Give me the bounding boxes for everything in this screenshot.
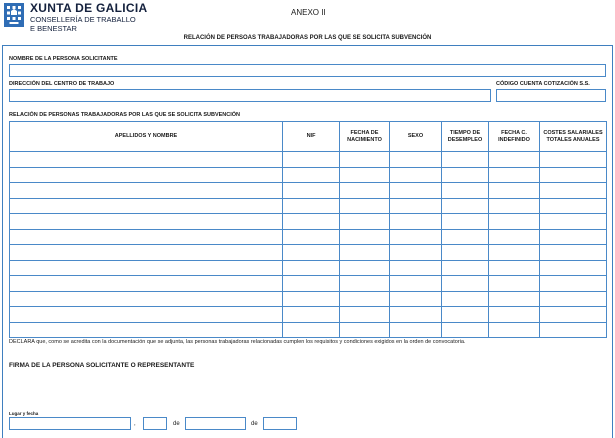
cell-contract-date[interactable]: [489, 291, 540, 307]
cell-name[interactable]: [10, 152, 283, 168]
table-row: [10, 167, 607, 183]
cell-contract-date[interactable]: [489, 322, 540, 338]
workplace-address-field[interactable]: [9, 89, 491, 102]
day-field[interactable]: [143, 417, 167, 430]
cell-salary-costs[interactable]: [540, 214, 607, 230]
cell-salary-costs[interactable]: [540, 291, 607, 307]
cell-contract-date[interactable]: [489, 152, 540, 168]
table-row: [10, 322, 607, 338]
cell-sex[interactable]: [390, 214, 442, 230]
annex-label: ANEXO II: [291, 8, 326, 17]
signature-label: FIRMA DE LA PERSONA SOLICITANTE O REPRESENTANTE: [9, 362, 195, 369]
cell-nif[interactable]: [283, 276, 340, 292]
xunta-shield-icon: [3, 2, 25, 28]
table-row: [10, 307, 607, 323]
table-row: [10, 291, 607, 307]
place-field[interactable]: [9, 417, 131, 430]
cell-contract-date[interactable]: [489, 167, 540, 183]
cell-name[interactable]: [10, 307, 283, 323]
cell-contract-date[interactable]: [489, 276, 540, 292]
cell-unemployment-time[interactable]: [442, 291, 489, 307]
cell-birth-date[interactable]: [340, 229, 390, 245]
cell-name[interactable]: [10, 167, 283, 183]
workers-table: [9, 121, 607, 338]
cell-unemployment-time[interactable]: [442, 183, 489, 199]
table-row: [10, 198, 607, 214]
cell-contract-date[interactable]: [489, 214, 540, 230]
table-row: [10, 183, 607, 199]
org-department: [30, 15, 136, 33]
de-separator-2: de: [251, 421, 258, 427]
table-row: [10, 152, 607, 168]
table-row: [10, 214, 607, 230]
dept-line-2: E BENESTAR: [30, 24, 77, 33]
cell-birth-date[interactable]: [340, 167, 390, 183]
cell-sex[interactable]: [390, 167, 442, 183]
column-header-name: APELLIDOS Y NOMBRE: [10, 122, 283, 152]
cell-salary-costs[interactable]: [540, 229, 607, 245]
applicant-name-field[interactable]: [9, 64, 606, 77]
table-body: [10, 152, 607, 338]
cell-salary-costs[interactable]: [540, 245, 607, 261]
cell-nif[interactable]: [283, 214, 340, 230]
cell-birth-date[interactable]: [340, 291, 390, 307]
cell-salary-costs[interactable]: [540, 307, 607, 323]
cell-birth-date[interactable]: [340, 214, 390, 230]
cell-sex[interactable]: [390, 260, 442, 276]
document-title: RELACIÓN DE PERSOAS TRABAJADORAS POR LAS QUE SE SOLICITA SUBVENCIÓN: [183, 35, 432, 41]
cell-salary-costs[interactable]: [540, 322, 607, 338]
cell-unemployment-time[interactable]: [442, 245, 489, 261]
table-row: [10, 276, 607, 292]
cell-unemployment-time[interactable]: [442, 260, 489, 276]
cell-birth-date[interactable]: [340, 276, 390, 292]
cell-unemployment-time[interactable]: [442, 322, 489, 338]
cell-nif[interactable]: [283, 229, 340, 245]
cell-contract-date[interactable]: [489, 245, 540, 261]
year-field[interactable]: [263, 417, 297, 430]
column-header-contract-date: FECHA C. INDEFINIDO: [489, 122, 540, 152]
cell-sex[interactable]: [390, 183, 442, 199]
cell-nif[interactable]: [283, 183, 340, 199]
cell-contract-date[interactable]: [489, 183, 540, 199]
cell-salary-costs[interactable]: [540, 183, 607, 199]
column-header-sex: SEXO: [390, 122, 442, 152]
page-header: [0, 0, 615, 46]
cell-birth-date[interactable]: [340, 260, 390, 276]
dept-line-1: CONSELLERÍA DE TRABALLO: [30, 15, 136, 24]
cell-unemployment-time[interactable]: [442, 276, 489, 292]
comma-separator: ,: [134, 421, 136, 427]
table-header-row: [10, 122, 607, 152]
column-header-birth-date: FECHA DE NACIMIENTO: [340, 122, 390, 152]
cell-unemployment-time[interactable]: [442, 307, 489, 323]
org-name: XUNTA DE GALICIA: [30, 1, 148, 15]
cell-birth-date[interactable]: [340, 198, 390, 214]
cell-sex[interactable]: [390, 245, 442, 261]
cell-contract-date[interactable]: [489, 307, 540, 323]
cell-name[interactable]: [10, 322, 283, 338]
workers-list-label: RELACIÓN DE PERSONAS TRABAJADORAS POR LAS QUE SE SOLICITA SUBVENCIÓN: [9, 112, 241, 118]
column-header-unemployment-time: TIEMPO DE DESEMPLEO: [442, 122, 489, 152]
table-row: [10, 245, 607, 261]
table-row: [10, 260, 607, 276]
cell-salary-costs[interactable]: [540, 198, 607, 214]
applicant-name-label: NOMBRE DE LA PERSONA SOLICITANTE: [9, 56, 118, 62]
de-separator-1: de: [173, 421, 180, 427]
cell-nif[interactable]: [283, 260, 340, 276]
cell-nif[interactable]: [283, 291, 340, 307]
cell-unemployment-time[interactable]: [442, 229, 489, 245]
cell-birth-date[interactable]: [340, 307, 390, 323]
cell-salary-costs[interactable]: [540, 167, 607, 183]
month-field[interactable]: [185, 417, 246, 430]
ss-account-code-label: CÓDIGO CUENTA COTIZACIÓN S.S.: [496, 81, 590, 87]
cell-unemployment-time[interactable]: [442, 152, 489, 168]
cell-contract-date[interactable]: [489, 229, 540, 245]
cell-sex[interactable]: [390, 152, 442, 168]
cell-sex[interactable]: [390, 276, 442, 292]
table-row: [10, 229, 607, 245]
cell-name[interactable]: [10, 183, 283, 199]
cell-salary-costs[interactable]: [540, 276, 607, 292]
cell-sex[interactable]: [390, 322, 442, 338]
cell-name[interactable]: [10, 260, 283, 276]
cell-birth-date[interactable]: [340, 245, 390, 261]
cell-nif[interactable]: [283, 152, 340, 168]
cell-contract-date[interactable]: [489, 260, 540, 276]
cell-nif[interactable]: [283, 198, 340, 214]
cell-nif[interactable]: [283, 322, 340, 338]
cell-unemployment-time[interactable]: [442, 167, 489, 183]
workplace-address-label: DIRECCIÓN DEL CENTRO DE TRABAJO: [9, 81, 115, 87]
cell-name[interactable]: [10, 291, 283, 307]
cell-sex[interactable]: [390, 291, 442, 307]
cell-salary-costs[interactable]: [540, 152, 607, 168]
cell-sex[interactable]: [390, 229, 442, 245]
cell-contract-date[interactable]: [489, 198, 540, 214]
cell-name[interactable]: [10, 245, 283, 261]
cell-unemployment-time[interactable]: [442, 214, 489, 230]
ss-account-code-field[interactable]: [496, 89, 606, 102]
place-date-label: Lugar y fecha: [9, 411, 39, 416]
column-header-salary-costs: COSTES SALARIALES TOTALES ANUALES: [540, 122, 607, 152]
cell-birth-date[interactable]: [340, 152, 390, 168]
cell-birth-date[interactable]: [340, 322, 390, 338]
cell-nif[interactable]: [283, 245, 340, 261]
cell-name[interactable]: [10, 198, 283, 214]
cell-unemployment-time[interactable]: [442, 198, 489, 214]
cell-name[interactable]: [10, 229, 283, 245]
cell-salary-costs[interactable]: [540, 260, 607, 276]
cell-name[interactable]: [10, 214, 283, 230]
cell-birth-date[interactable]: [340, 183, 390, 199]
cell-name[interactable]: [10, 276, 283, 292]
cell-nif[interactable]: [283, 307, 340, 323]
declaration-text: DECLARA que, como se acredita con la documentación que se adjunta, las personas trabajadoras relacionadas cumplen los requisitos y condiciones exigidos en la orden de convocatoria.: [9, 339, 466, 345]
cell-nif[interactable]: [283, 167, 340, 183]
cell-sex[interactable]: [390, 307, 442, 323]
cell-sex[interactable]: [390, 198, 442, 214]
column-header-nif: NIF: [283, 122, 340, 152]
